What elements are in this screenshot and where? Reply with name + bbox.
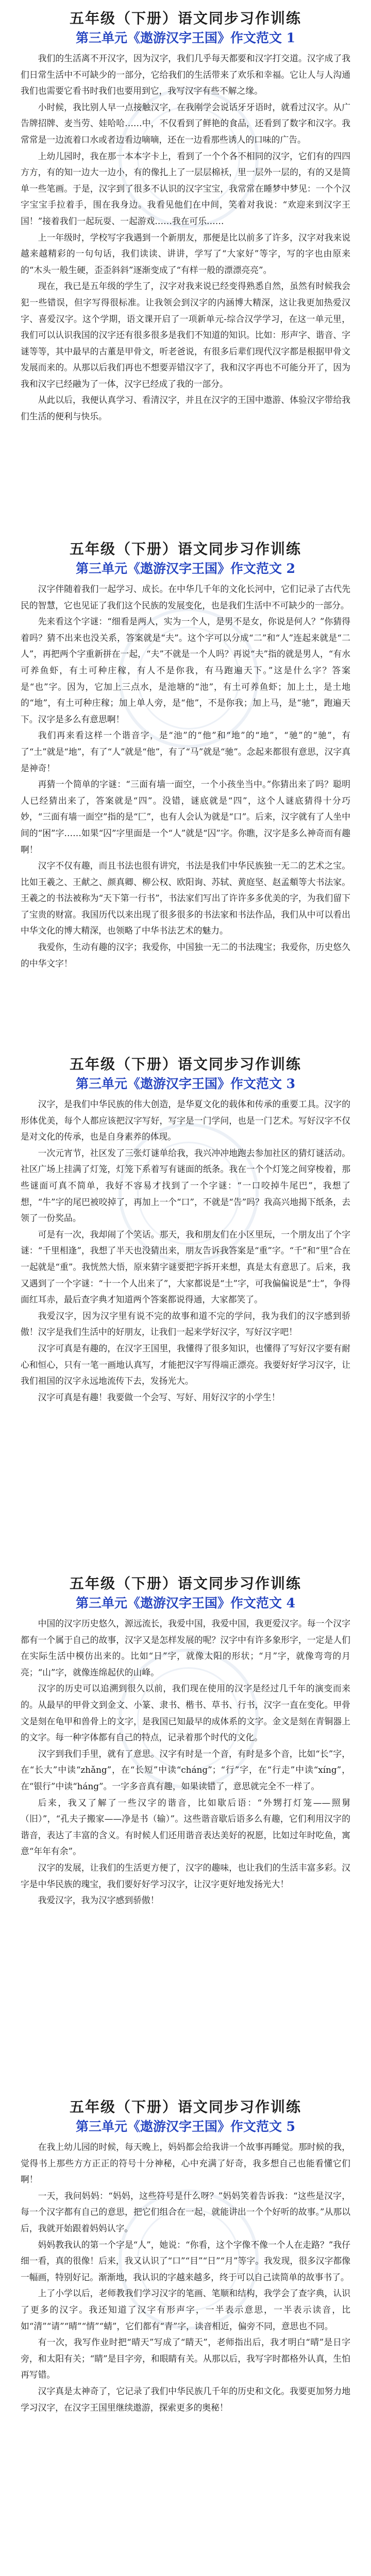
essay-paragraph: 一次元宵节，社区发了三张灯谜单给我，我兴冲冲地跑去参加社区的猜灯谜活动。社区广场上挂满了灯笼，灯笼下系着写有谜面的纸条。我在一个个灯笼之间穿梭着，那些谜面可真不简单，我好不容易才找到了一个字谜：“一口咬掉牛尾巴”，我想了想，“牛”字的尾巴被咬掉了，再加上一个“口”，不就是“告”吗？我高兴地揭下纸条，去领了一份奖品。 xyxy=(21,1147,350,1224)
essay-paragraph: 再猜一个简单的字谜：“三面有墙一面空，一个小孩坐当中。”你猜出来了吗？聪明人已经猜出来了，答案就是“四”。没错，谜底就是“四”，这个人谜底猜得十分巧妙，“三面有墙一面空”指的是“匚”，也有人会认为就是“口”。后来，汉字就有了人坐中间的“困”字……如果“囚”字里面是一个“人”就是“囚”字。你瞧，汉字是多么神奇而有趣啊！ xyxy=(21,779,350,855)
section-title: 五年级（下册）语文同步习作训练 xyxy=(69,2098,301,2115)
essay-body xyxy=(0,2139,371,2416)
essay-paragraph: 我爱你，生动有趣的汉字；我爱你，中国独一无二的书法瑰宝；我爱你，历史悠久的中华文字！ xyxy=(21,942,350,969)
essay-paragraph: 在我上幼儿园的时候，每天晚上，妈妈都会给我讲一个故事再睡觉。那时候的我，觉得书上那些方方正正的符号十分神秘，心中充满了好奇，我多想自己也能看懂它们啊！ xyxy=(21,2142,350,2185)
essay-paragraph: 我们再来看这样一个谐音字，是“池”的“他”和“地”的“地”，“驰”的“驰”，有了“土”就是“地”，有了“人”就是“他”，有了“马”就是“驰”。念起来都很有意思，汉字真是神奇！ xyxy=(21,730,350,773)
section-subtitle: 第三单元《遨游汉字王国》作文范文 4 xyxy=(75,1596,296,1611)
essay-paragraph: 汉字可真是有趣！我要做一个会写、写好、用好汉字的小学生！ xyxy=(38,1392,280,1402)
essay-paragraph: 可是有一次，我却闹了个笑话。那天，我和朋友们在小区里玩，一个朋友出了个字谜：“千里相逢”，我想了半天也没猜出来，朋友告诉我答案是“重”字。“千”和“里”合在一起就是“重”。我恍然大悟，原来猜字谜要把字拆开来想，真是太有意思了。后来，我又遇到了一个字谜：“十一个人出来了”，大家都说是“土”字，可我偏偏说是“士”，争得面红耳赤，最后查字典才知道两个答案都说得通，大家都笑了。 xyxy=(21,1229,350,1305)
essay-paragraph: 我爱汉字，我为汉字感到骄傲！ xyxy=(38,1895,159,1906)
essay-paragraph: 中国的汉字历史悠久，源远流长，我爱中国，我爱中国，我更爱汉字。每一个汉字都有一个属于自己的故事，汉字又是怎样发展的呢？汉字中有许多象形字，一定是人们在实际生活中模仿出来的。比如“日”字，就像太阳的形状；“月”字，就像弯弯的月亮；“山”字，就像连绵起伏的山峰。 xyxy=(21,1618,350,1677)
essay-paragraph: 一天，我问妈妈：“妈妈，这些符号是什么呀？”妈妈笑着告诉我：“这些是汉字，每一个汉字都有自己的意思，把它们组合在一起，就能讲出一个个好听的故事。”从那以后，我就开始跟着妈妈认字。 xyxy=(21,2190,350,2233)
essay-section-3 xyxy=(0,1054,371,1405)
essay-paragraph: 汉字可真是有趣的，在汉字王国里，我懂得了很多知识，也懂得了写好汉字要有耐心和恒心，只有一笔一画地认真写，才能把汉字写得端正漂亮。我要好好学习汉字，让我们祖国的汉字永远地流传下去，发扬光大。 xyxy=(21,1343,350,1386)
section-subtitle: 第三单元《遨游汉字王国》作文范文 5 xyxy=(75,2119,296,2134)
section-subtitle: 第三单元《遨游汉字王国》作文范文 2 xyxy=(75,561,296,576)
essay-paragraph: 汉字真是太神奇了，它记录了我们中华民族几千年的历史和文化。我要更加努力地学习汉字，在汉字王国里继续遨游，探索更多的奥秘！ xyxy=(21,2385,350,2413)
essay-paragraph: 上一年级时，学校写字我遇到一个新朋友，那便是比以前多了许多，汉字对我来说越来越精彩的一句句话，我们读读、讲讲，学写了“大家好”等字，写的字也由原来的“木头一般生硬，歪歪斜斜”逐渐变成了“有样一般的漂漂亮亮”。 xyxy=(21,232,350,275)
essay-section-1 xyxy=(0,8,371,425)
essay-paragraph: 汉字不仅有趣，而且书法也很有讲究，书法是我们中华民族独一无二的艺术之宝。比如王羲之、王献之、颜真卿、柳公权、欧阳询、苏轼、黄庭坚、赵孟頫等大书法家。王羲之的书法被称为“天下第一行书”，书法家们写出了许许多多优美的字，为我们留下了宝贵的财富。我国历代以来出现了很多很多的书法家和书法作品，我们从中可以看出中华文化的博大精深，也领略了中华书法艺术的魅力。 xyxy=(21,860,350,936)
essay-paragraph: 我爱汉字，因为汉字里有说不完的故事和道不完的学问，我为我们的汉字感到骄傲！汉字是我们生活中的好朋友，让我们一起来学好汉字，写好汉字吧！ xyxy=(21,1310,350,1337)
essay-section-4 xyxy=(0,1573,371,1909)
essay-paragraph: 上幼儿园时，我在那一本本字卡上，看到了一个个各不相同的汉字，它们有的四四方方，有的知一边大一边小，有的像扎上了一层层棉袄，里一层外一层的，有的又是简单一些笔画。于是，汉字到了很多不认识的汉字宝宝，我常常在睡梦中梦见：一个个汉字宝宝手拉着手，围在我身边。我看见他们在中间，笑着对我说：“欢迎来到汉字王国！”接着我们一起玩耍、一起游戏……我在可乐…… xyxy=(21,150,350,226)
essay-paragraph: 后来，我又了解了一些汉字的谐音，比如歇后语：“外甥打灯笼——照舅（旧）”，“孔夫子搬家——净是书（输）”。这些谐音歇后语多么有趣，它们利用汉字的谐音，表达了丰富的含义。有时候人们还用谐音表达美好的祝愿，比如过年时吃鱼，寓意“年年有余”。 xyxy=(21,1797,350,1857)
essay-paragraph: 小时候，我比别人早一点接触汉字，在我刚学会说话牙牙语时，就看过汉字。从广告牌招牌、麦当劳、娃哈哈……中，不仅看到了鲜艳的食品，还看到了数字和汉字。我常常是一边流着口水或者边看边嘀嘀，还在一边看那些诱人的口味的广告。 xyxy=(21,101,350,145)
essay-paragraph: 从此以后，我便认真学习、看清汉字，并且在汉字的王国中遨游、体验汉字带给我们生活的便利与快乐。 xyxy=(21,395,350,422)
essay-paragraph: 妈妈教我认的第一个字是“人”，她说：“你看，这个字像不像一个人在走路？”我仔细一看，真的很像！后来，我又认识了“口”“目”“日”“月”等字。我发现，很多汉字都像一幅画，特别好记。渐渐地，我认识的字越来越多，终于可以自己读简单的故事书了。 xyxy=(21,2239,350,2282)
essay-body xyxy=(0,1616,371,1909)
essay-paragraph: 汉字到我们手里，就有了意思。汉字有时是一个音，有时是多个音，比如“长”字，在“长大”中读“zhǎng”，在“长短”中读“cháng”；“行”字，在“行走”中读“xíng”，在“银行”中读“háng”。一字多音真有趣，如果读错了，意思就完全不一样了。 xyxy=(21,1748,350,1791)
section-title: 五年级（下册）语文同步习作训练 xyxy=(69,10,301,27)
essay-paragraph: 先来看这个字谜：“细看是两人，实为一个人，是男不是女，你说是何人？”你猜得着吗？猜不出来也没关系，答案就是“夫”。这个字可以分成“二”和“人”连起来就是“二人”，再把两个字重新拼在一起，“夫”不就是一个人吗？再说“夫”指的就是男人，“有水可养鱼虾，有土可种庄稼，有人不是你我，有马跑遍天下。”这是什么字？答案是“也”字。因为，它加上三点水，是池塘的“池”，有土可养鱼虾；加上土，是土地的“地”，有土可种庄稼；加上单人旁，是“他”，不是你我；加上马，是“驰”，跑遍天下。汉字是多么有意思啊！ xyxy=(21,616,350,724)
essay-paragraph: 有一次，我写作业时把“晴天”写成了“睛天”，老师指出后，我才明白“晴”是日字旁，和太阳有关；“睛”是目字旁，和眼睛有关。从那以后，我写字时都格外认真，生怕再写错。 xyxy=(21,2337,350,2380)
section-subtitle: 第三单元《遨游汉字王国》作文范文 3 xyxy=(75,1076,296,1091)
section-subtitle: 第三单元《遨游汉字王国》作文范文 1 xyxy=(75,30,296,45)
section-title: 五年级（下册）语文同步习作训练 xyxy=(69,1575,301,1592)
essay-section-5 xyxy=(0,2097,371,2416)
essay-paragraph: 汉字的历史可以追溯到很久以前，我们现在使用的汉字是经过几千年的演变而来的。从最早的甲骨文到金文、小篆、隶书、楷书、草书、行书，汉字一直在变化。甲骨文是刻在龟甲和兽骨上的文字，是我国已知最早的成体系的文字。金文是刻在青铜器上的文字。每一种字体都有自己的特点，记录着那个时代的文化。 xyxy=(21,1683,350,1743)
section-title: 五年级（下册）语文同步习作训练 xyxy=(69,540,301,557)
essay-paragraph: 汉字，是我们中华民族的伟大创造，是华夏文化的载体和传承的重要工具。汉字的形体优美，每个人都应该把汉字写好，写字是一门学问，也是一门艺术。写好汉字不仅是对文化的传承，也是自身素养的体现。 xyxy=(21,1099,350,1142)
essay-paragraph: 汉字的发展，让我们的生活更方便了，汉字的趣味，也让我们的生活丰富多彩。汉字是中华民族的瑰宝，我们要好好学习汉字，让汉字更好地发扬光大！ xyxy=(21,1862,350,1889)
essay-body xyxy=(0,1096,371,1405)
essay-body xyxy=(0,50,371,425)
essay-body xyxy=(0,581,371,972)
essay-paragraph: 汉字伴随着我们一起学习、成长。在中华几千年的文化长河中，它们记录了古代先民的智慧，它也见证了我们这个民族的发展变化，也是我们生活中不可缺少的一部分。 xyxy=(21,584,350,611)
essay-paragraph: 上了小学以后，老师教我们学习汉字的笔画、笔顺和结构，我学会了查字典，认识了更多的汉字。我还知道了汉字有形声字，一半表示意思，一半表示读音，比如“清”“请”“晴”“情”“蜻”，它们都有“青”字，读音相近，偏旁不同，意思也不同。 xyxy=(21,2288,350,2331)
essay-paragraph: 我们的生活离不开汉字，因为汉字，我们几乎每天都要和汉字打交道。汉字成了我们日常生活中不可缺少的一部分，它给我们的生活带来了欢乐和幸福。它让人与人沟通我们也需要它看书时我们也要用到它，我写汉字有些不解之缘。 xyxy=(21,53,350,96)
essay-section-2 xyxy=(0,539,371,972)
essay-paragraph: 现在，我已是五年级的学生了，汉字对我来说已经变得熟悉自然，虽然有时候我会犯一些错误，但字写得很标准。让我领会到汉字的内涵博大精深，这让我更加热爱汉字、喜爱汉字。这个学期，语文课开启了一项新单元-综合汉学学习，在这一单元里，我们可以认识我国的汉字还有很多很多是我们不知道的知识。比如：形声字、谐音、字谜等等，其中最早的古董是甲骨文，听老爸说，有很多后辈们现代汉字都是根据甲骨文发展而来的。从那以后我们再也不想要弄错汉字了，我和汉字再也不可能分开了，因为我和汉字已经融为了一体，汉字已经成了我的一部分。 xyxy=(21,281,350,389)
section-title: 五年级（下册）语文同步习作训练 xyxy=(69,1056,301,1073)
